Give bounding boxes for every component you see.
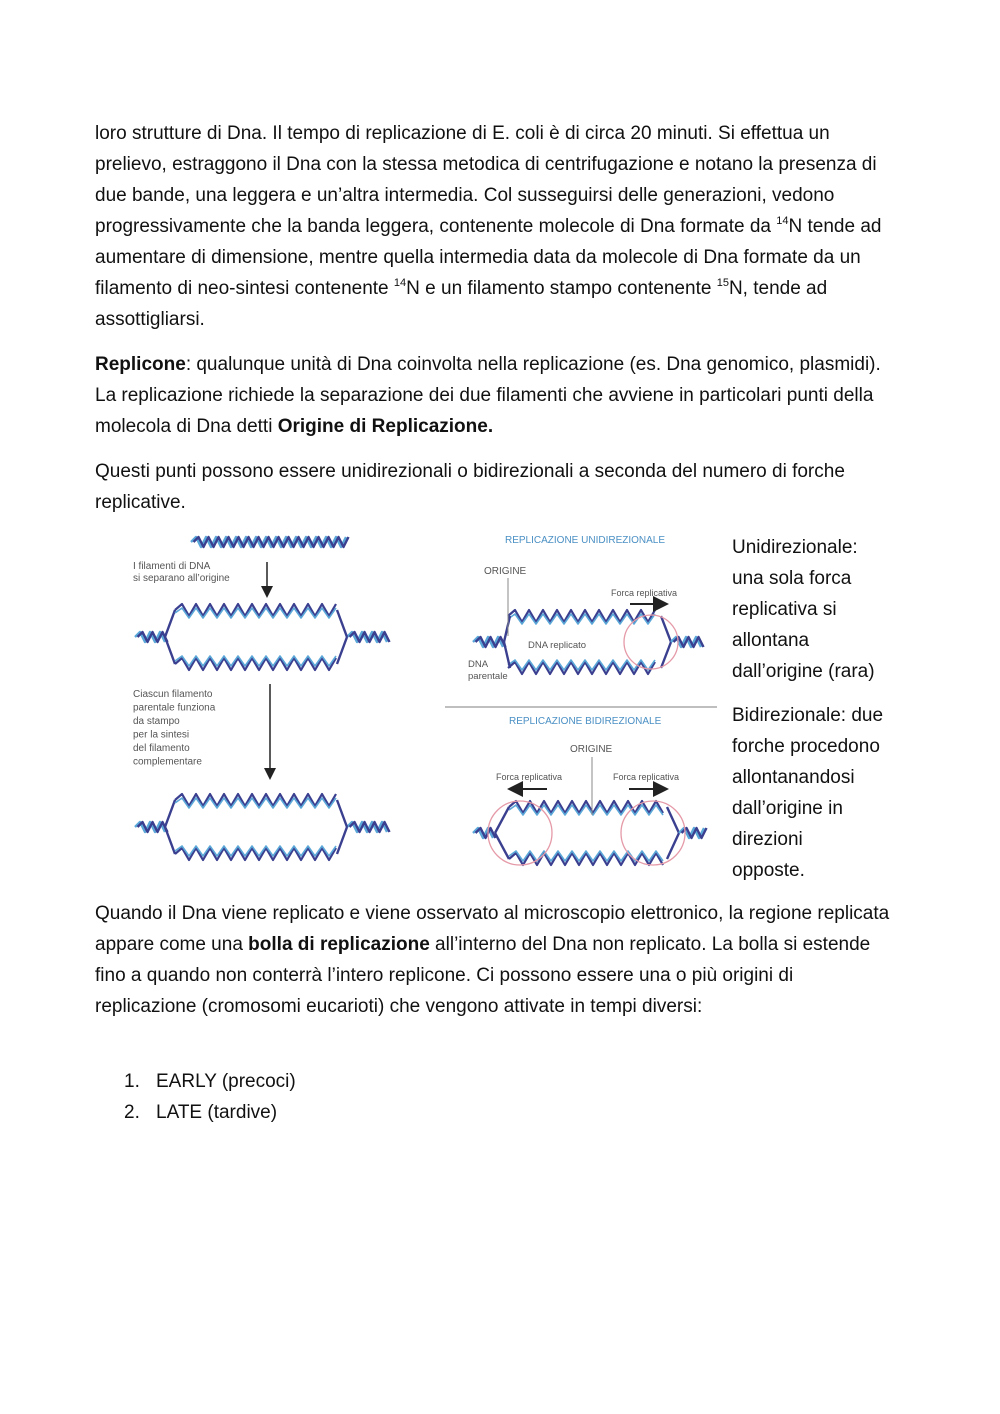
label-separazione: I filamenti di DNA xyxy=(133,561,211,572)
caption-line: Unidirezionale: xyxy=(732,537,858,558)
left-bubble-2-fork xyxy=(337,827,347,854)
caption-line: opposte. xyxy=(732,860,805,881)
label-dna-parentale: DNA xyxy=(468,659,489,670)
replication-figure xyxy=(95,528,725,880)
title-unidirezionale: REPLICAZIONE UNIDIREZIONALE xyxy=(505,535,666,546)
bi-fork xyxy=(667,807,679,833)
bold-term-bolla: bolla di replicazione xyxy=(248,934,430,955)
list-item xyxy=(124,1097,277,1128)
list-text: LATE (tardive) xyxy=(156,1102,278,1123)
caption-line: direzioni xyxy=(732,829,803,850)
paragraph-dna-replication-experiment xyxy=(95,118,895,335)
label-stampo-line: da stampo xyxy=(133,716,180,727)
caption-line: dall’origine (rara) xyxy=(732,661,875,682)
paragraph-bolla xyxy=(95,898,895,1022)
label-dna-replicato: DNA replicato xyxy=(528,640,587,651)
label-separazione: si separano all’origine xyxy=(133,573,230,584)
caption-line: replicativa si xyxy=(732,599,837,620)
bi-fork xyxy=(667,833,679,859)
text-run: N tende ad aumentare di dimensione, mentre quella intermedia data da molecole di Dna formate da un filamento di neo-sintesi contenente xyxy=(95,216,882,299)
label-stampo xyxy=(133,689,216,768)
left-bubble-1-fork xyxy=(165,637,175,664)
label-origine: ORIGINE xyxy=(570,744,613,755)
text-run: N, tende ad assottigliarsi. xyxy=(95,278,828,330)
caption-bidirezionale xyxy=(732,700,912,886)
list-number: 1. xyxy=(124,1071,140,1092)
list-text: EARLY (precoci) xyxy=(156,1071,296,1092)
paragraph-forche: Questi punti possono essere unidirezionali o bidirezionali a seconda del numero di forche replicative. xyxy=(95,461,845,513)
label-dna-parentale: parentale xyxy=(468,671,508,682)
label-stampo-line: del filamento xyxy=(133,743,190,754)
label-forca: Forca replicativa xyxy=(611,588,678,598)
text-run: Quando il Dna viene replicato e viene osservato al microscopio elettronico, la regione replicata appare come una xyxy=(95,903,890,955)
caption-line: dall’origine in xyxy=(732,798,843,819)
text-run: : qualunque unità di Dna coinvolta nella replicazione (es. Dna genomico, plasmidi). La replicazione richiede la separazione dei due filamenti che avviene in particolari punti della molecola di Dna detti xyxy=(95,354,881,437)
list-number: 2. xyxy=(124,1102,140,1123)
dna-strands xyxy=(135,537,707,865)
caption-line: Bidirezionale: due xyxy=(732,705,884,726)
list-item xyxy=(124,1066,296,1097)
left-bubble-1-fork xyxy=(337,610,347,637)
caption-line: allontana xyxy=(732,630,810,651)
label-stampo-line: Ciascun filamento xyxy=(133,689,213,700)
superscript: 14 xyxy=(776,215,789,227)
label-origine: ORIGINE xyxy=(484,566,527,577)
left-bubble-2-fork xyxy=(165,800,175,827)
left-bubble-1-fork xyxy=(337,637,347,664)
label-forca-destra: Forca replicativa xyxy=(613,772,680,782)
left-bubble-2-fork xyxy=(337,800,347,827)
left-bubble-1-fork xyxy=(165,610,175,637)
text-run: all’interno del Dna non replicato. La bolla si estende fino a quando non conterrà l’intero replicone. Ci possono essere una o più origini di replicazione (cromosomi eucarioti) che vengono attivate in tempi diversi: xyxy=(95,934,871,1017)
bold-term-origine: Origine di Replicazione. xyxy=(277,416,494,437)
text-run: N e un filamento stampo contenente xyxy=(406,278,717,299)
uni-fork xyxy=(504,616,510,642)
caption-unidirezionale xyxy=(732,532,912,687)
caption-line: una sola forca xyxy=(732,568,852,589)
label-stampo-line: per la sintesi xyxy=(133,729,190,741)
title-bidirezionale: REPLICAZIONE BIDIREZIONALE xyxy=(509,716,662,727)
superscript: 15 xyxy=(716,277,729,289)
bold-term-replicone: Replicone xyxy=(95,354,186,375)
uni-fork xyxy=(504,642,510,668)
label-stampo-line: complementare xyxy=(133,756,202,768)
caption-line: allontanandosi xyxy=(732,767,855,788)
paragraph-replicone xyxy=(95,349,895,442)
label-forca-sinistra: Forca replicativa xyxy=(496,772,563,782)
caption-line: forche procedono xyxy=(732,736,880,757)
text-run: loro strutture di Dna. Il tempo di replicazione di E. coli è di circa 20 minuti. Si effettua un prelievo, estraggono il Dna con la stessa metodica di centrifugazione e notano la presenza di due bande, una leggera e un’altra intermedia. Col susseguirsi delle generazioni, vedono progressivamente che la banda leggera, contenente molecole di Dna formate da xyxy=(95,123,877,237)
superscript: 14 xyxy=(393,277,407,289)
left-bubble-2-fork xyxy=(165,827,175,854)
label-stampo-line: parentale funziona xyxy=(133,702,216,714)
